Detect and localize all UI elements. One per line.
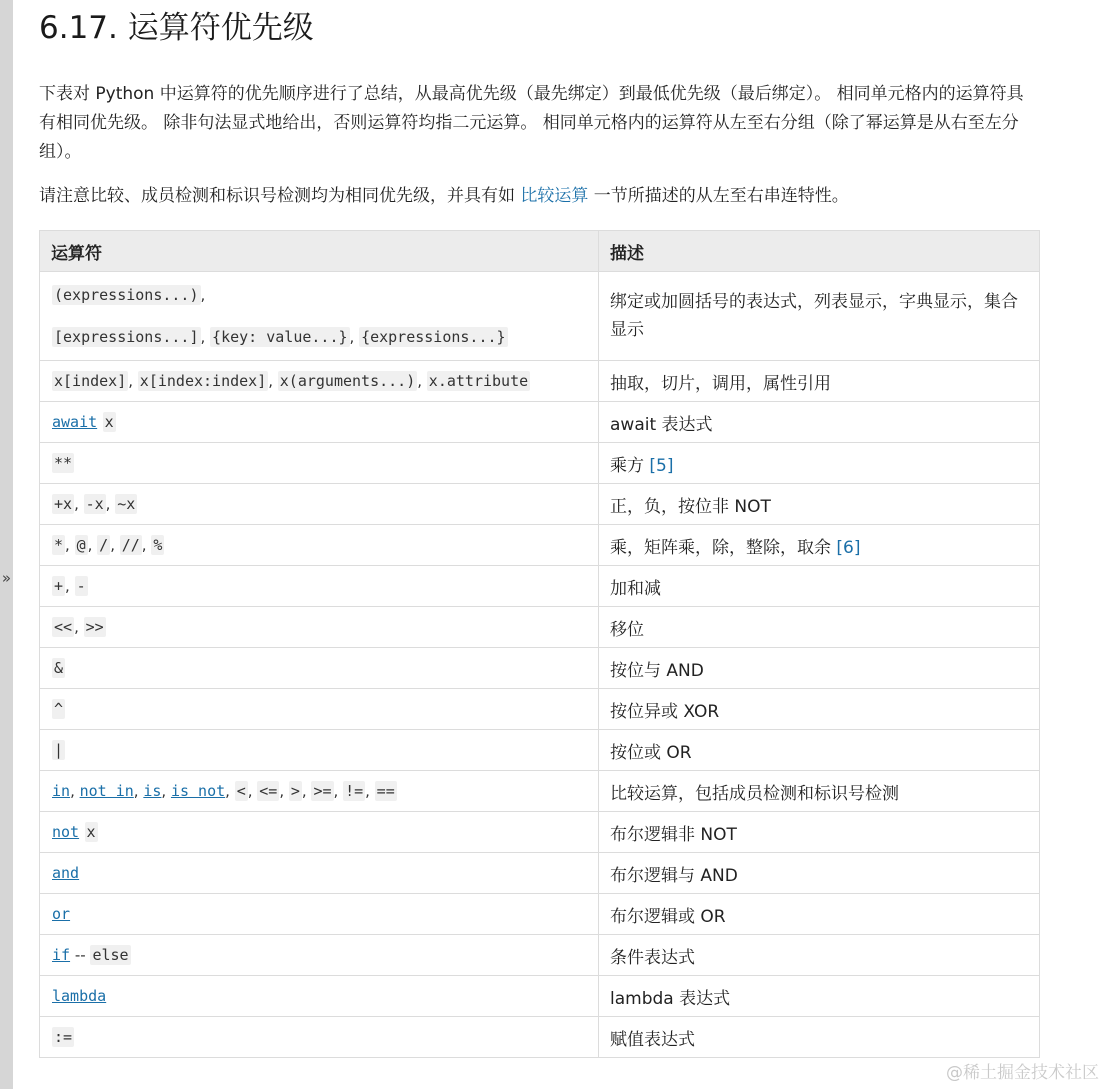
table-header-row (40, 231, 1040, 272)
operator-code: @ (76, 536, 86, 554)
separator: , (200, 328, 211, 346)
description-cell: 布尔逻辑与 AND (599, 853, 1040, 894)
separator: -- (70, 946, 91, 964)
table-row (40, 443, 1040, 484)
operator-cell (40, 1017, 599, 1058)
table-row (40, 976, 1040, 1017)
operator-code: x[index] (54, 372, 127, 390)
operator-cell (40, 853, 599, 894)
separator: , (301, 782, 312, 800)
operator-cell (40, 648, 599, 689)
operator-code: - (76, 577, 86, 595)
sidebar-expand-button[interactable]: » (1, 569, 12, 587)
separator: , (417, 372, 427, 390)
keyword-link[interactable]: in (52, 782, 71, 800)
description-cell: 按位异或 XOR (599, 689, 1040, 730)
operator-code: [expressions...] (54, 328, 199, 346)
operator-code: {key: value...} (212, 328, 348, 346)
operator-precedence-table (39, 230, 1040, 1058)
table-row (40, 566, 1040, 607)
separator: , (70, 782, 80, 800)
operator-code: <= (259, 782, 278, 800)
description-text: 绑定或加圆括号的表达式，列表显示，字典显示，集合显示 (610, 292, 1018, 340)
description-cell: await 表达式 (599, 402, 1040, 443)
operator-code: x (104, 413, 114, 431)
separator: , (279, 782, 289, 800)
operator-cell (40, 976, 599, 1017)
operator-code: | (54, 741, 64, 759)
operator-code: {expressions...} (361, 328, 506, 346)
operator-cell (40, 935, 599, 976)
note-text-before: 请注意比较、成员检测和标识号检测均为相同优先级，并具有如 (39, 186, 521, 206)
operator-code: << (54, 618, 73, 636)
operator-cell (40, 607, 599, 648)
description-cell (599, 525, 1040, 566)
page-title: 6.17. 运算符优先级 (39, 10, 314, 46)
table-row (40, 812, 1040, 853)
footnote-link[interactable]: [6] (836, 537, 861, 558)
keyword-link[interactable]: if (52, 946, 71, 964)
description-text: 乘方 (610, 455, 650, 476)
operator-cell (40, 402, 599, 443)
description-cell: 按位与 AND (599, 648, 1040, 689)
separator: , (349, 328, 360, 346)
table-row (40, 361, 1040, 402)
operator-cell (40, 812, 599, 853)
description-cell: 布尔逻辑非 NOT (599, 812, 1040, 853)
operator-code: := (54, 1028, 73, 1046)
table-row (40, 272, 1040, 361)
operator-cell (40, 894, 599, 935)
keyword-link[interactable]: is (143, 782, 162, 800)
description-text: 乘，矩阵乘，除，整除，取余 (610, 537, 837, 558)
description-cell: 抽取，切片，调用，属性引用 (599, 361, 1040, 402)
separator: , (365, 782, 375, 800)
table-row (40, 689, 1040, 730)
operator-code: >= (313, 782, 332, 800)
separator: , (74, 618, 84, 636)
keyword-link[interactable]: not in (79, 782, 134, 800)
operator-code: ~x (117, 495, 136, 513)
separator: , (65, 536, 75, 554)
operator-code: x(arguments...) (279, 372, 416, 390)
description-cell: 正，负，按位非 NOT (599, 484, 1040, 525)
keyword-link[interactable]: or (52, 905, 71, 923)
operator-code: +x (54, 495, 73, 513)
header-description: 描述 (599, 231, 1040, 272)
operator-code: ^ (54, 700, 64, 718)
operator-code: // (121, 536, 140, 554)
operator-cell (40, 730, 599, 771)
operator-code: & (54, 659, 64, 677)
description-cell: 比较运算，包括成员检测和标识号检测 (599, 771, 1040, 812)
table-row (40, 1017, 1040, 1058)
operator-code: >> (85, 618, 104, 636)
separator: , (87, 536, 98, 554)
operator-code: == (376, 782, 395, 800)
keyword-link[interactable]: lambda (52, 987, 107, 1005)
operator-code: x[index:index] (139, 372, 267, 390)
table-row (40, 402, 1040, 443)
footnote-link[interactable]: [5] (649, 455, 674, 476)
separator: , (247, 782, 258, 800)
table-row (40, 935, 1040, 976)
sidebar-strip (0, 0, 13, 1089)
table-row (40, 648, 1040, 689)
operator-code: * (54, 536, 64, 554)
separator: , (133, 782, 144, 800)
separator: , (105, 495, 116, 513)
table-row (40, 607, 1040, 648)
description-cell (599, 272, 1040, 361)
note-paragraph (39, 182, 1039, 211)
separator: , (225, 782, 235, 800)
operator-code: < (236, 782, 246, 800)
separator: , (333, 782, 344, 800)
separator: , (65, 577, 75, 595)
operator-code: x (86, 823, 96, 841)
separator: , (74, 495, 84, 513)
operator-code: else (92, 946, 129, 964)
description-cell: 按位或 OR (599, 730, 1040, 771)
operator-code: (expressions...) (54, 286, 199, 304)
operator-code: x.attribute (428, 372, 529, 390)
keyword-link[interactable]: is not (170, 782, 226, 800)
operator-code: != (345, 782, 364, 800)
separator: , (268, 372, 278, 390)
separator: , (128, 372, 138, 390)
operator-code: % (153, 536, 163, 554)
separator: , (200, 286, 206, 304)
separator: , (141, 536, 152, 554)
comparisons-link[interactable]: 比较运算 (520, 186, 589, 206)
operator-cell (40, 771, 599, 812)
table-row (40, 730, 1040, 771)
operator-cell (40, 272, 599, 361)
operator-code: ** (54, 454, 73, 472)
operator-code: -x (85, 495, 104, 513)
description-cell: lambda 表达式 (599, 976, 1040, 1017)
table-row (40, 894, 1040, 935)
operator-cell (40, 566, 599, 607)
operator-cell (40, 443, 599, 484)
description-cell: 布尔逻辑或 OR (599, 894, 1040, 935)
description-cell: 赋值表达式 (599, 1017, 1040, 1058)
watermark: @稀土掘金技术社区 (946, 1063, 1099, 1083)
separator: , (161, 782, 171, 800)
description-cell: 加和减 (599, 566, 1040, 607)
keyword-link[interactable]: and (52, 864, 80, 882)
table-row (40, 771, 1040, 812)
table-row (40, 853, 1040, 894)
operator-line-2 (52, 327, 587, 347)
operator-code: / (99, 536, 109, 554)
operator-code: > (290, 782, 300, 800)
header-operator: 运算符 (40, 231, 599, 272)
operator-cell (40, 361, 599, 402)
description-cell: 移位 (599, 607, 1040, 648)
operator-cell (40, 689, 599, 730)
separator: , (110, 536, 120, 554)
operator-cell (40, 484, 599, 525)
table-row (40, 525, 1040, 566)
keyword-link[interactable]: not (52, 823, 80, 841)
intro-paragraph: 下表对 Python 中运算符的优先顺序进行了总结，从最高优先级（最先绑定）到最低优先级（最后绑定）。 相同单元格内的运算符具有相同优先级。 除非句法显式地给出，否则运算符均指二元运算。 相同单元格内的运算符从左至右分组（除了幂运算是从右至左分组）。 (39, 84, 1024, 162)
table-row (40, 484, 1040, 525)
description-cell (599, 443, 1040, 484)
operator-code: + (54, 577, 64, 595)
note-text-after: 一节所描述的从左至右串连特性。 (588, 186, 849, 206)
description-cell: 条件表达式 (599, 935, 1040, 976)
operator-cell (40, 525, 599, 566)
keyword-link[interactable]: await (52, 413, 98, 431)
